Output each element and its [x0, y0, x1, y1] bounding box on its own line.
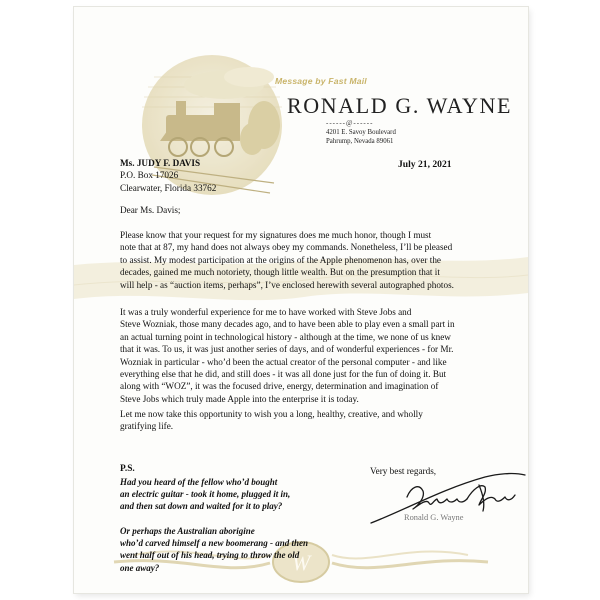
salutation: Dear Ms. Davis; — [120, 205, 181, 215]
sender-address-line1: 4201 E. Savoy Boulevard — [326, 129, 396, 136]
body-line: that it was. To us, it was just another series of days, and of wonderful experiences - for Mr. — [120, 344, 454, 355]
ps-line: and then sat down and waited for it to play? — [120, 501, 283, 512]
ps-line: Had you heard of the fellow who’d bought — [120, 477, 278, 487]
ps-line: one away? — [120, 562, 160, 573]
recipient-line1: P.O. Box 17026 — [120, 170, 179, 181]
body-line: Steve Jobs which truly made Apple into the enterprise it is today. — [120, 393, 359, 404]
body-line: It was a truly wonderful experience for me to have worked with Steve Jobs and — [120, 307, 412, 317]
body-line: to assist. My modest participation at the origins of the Apple phenomenon has, over the — [120, 254, 441, 265]
body-paragraph-3 — [120, 408, 520, 433]
body-line: gratifying life. — [120, 421, 174, 432]
recipient-block — [120, 157, 216, 194]
sender-address — [326, 128, 396, 147]
body-line: decades, gained me much notoriety, though little wealth. But on the presumption that it — [120, 267, 440, 278]
body-line: Steve Wozniak, those many decades ago, and to have been able to play even a small part in — [120, 319, 455, 330]
ps-paragraph-1 — [120, 476, 290, 513]
body-line: Wozniak in particular - who’d been the actual creator of the personal computer - and like — [120, 356, 447, 367]
svg-text:W: W — [291, 550, 311, 575]
ps-line: went half out of his head, trying to throw the old — [120, 550, 300, 561]
recipient-line2: Clearwater, Florida 33762 — [120, 182, 217, 193]
letterhead-ornament: ------@------ — [326, 119, 374, 127]
sender-address-line2: Pahrump, Nevada 89061 — [326, 138, 394, 146]
signature-printed-name: Ronald G. Wayne — [404, 513, 464, 522]
body-line: Please know that your request for my signatures does me much honor, though I must — [120, 230, 432, 240]
letterhead-name: RONALD G. WAYNE — [287, 93, 513, 118]
body-line: Let me now take this opportunity to wish you a long, healthy, creative, and wholly — [120, 409, 423, 419]
body-line: note that at 87, my hand does not always obey my commands. Nonetheless, I’ll be pleased — [120, 242, 453, 253]
ps-line: Or perhaps the Australian aborigine — [120, 526, 255, 536]
body-line: will help - as “auction items, perhaps”, I’ve enclosed herewith several autographed photos. — [120, 279, 454, 290]
body-line: along with “WOZ”, it was the focused drive, energy, determination and imagination of — [120, 381, 439, 392]
body-line: an actual turning point in technological history - although at the time, we none of us knew — [120, 331, 451, 342]
body-paragraph-1 — [120, 229, 520, 291]
ps-line: an electric guitar - took it home, plugged it in, — [120, 489, 291, 500]
ps-paragraph-2 — [120, 525, 308, 574]
recipient-name: Ms. JUDY F. DAVIS — [120, 158, 201, 168]
ps-line: who’d carved himself a new boomerang - and then — [120, 538, 309, 549]
body-paragraph-2 — [120, 306, 520, 405]
letterhead-tagline: Message by Fast Mail — [275, 76, 367, 86]
body-line: everything else that he did, and still does - it was all done just for the fun of doing it. But — [120, 369, 447, 380]
ps-label: P.S. — [120, 464, 135, 474]
letter-page — [74, 7, 528, 593]
closing: Very best regards, — [370, 466, 437, 476]
letter-date: July 21, 2021 — [398, 159, 452, 170]
